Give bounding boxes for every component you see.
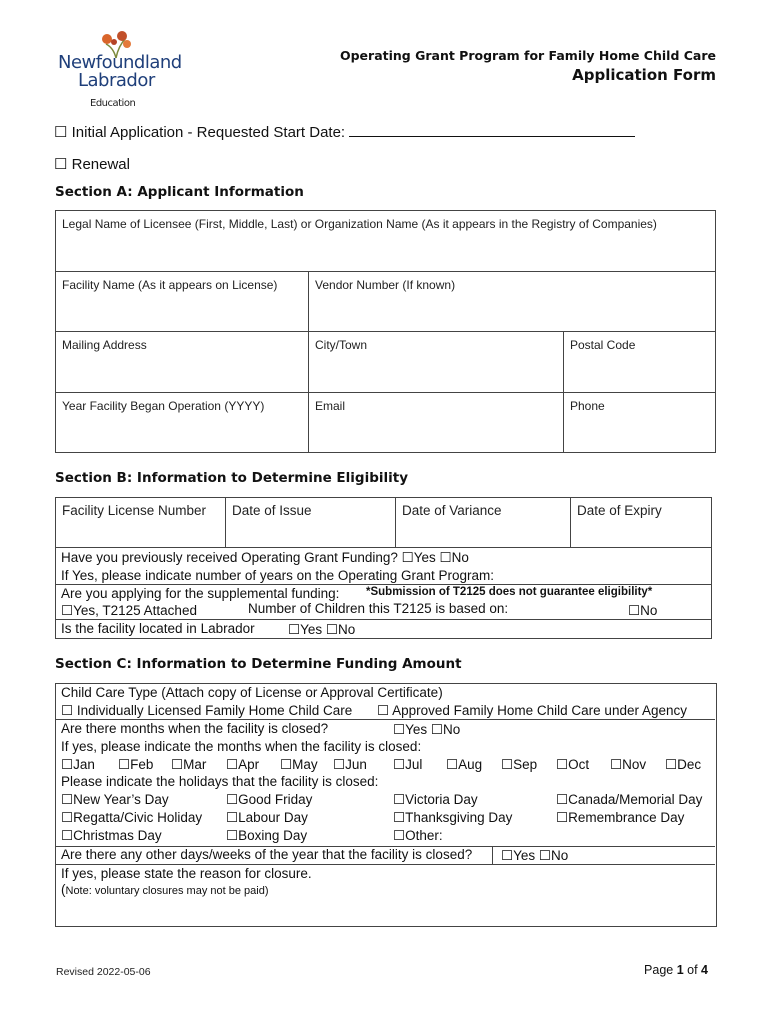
divider	[55, 864, 715, 865]
logo-line2: Labrador	[78, 70, 155, 91]
section-b-right-border	[711, 547, 712, 638]
holiday-labour-day[interactable]: ☐Labour Day	[226, 810, 308, 825]
other-days-options[interactable]: ☐Yes ☐No	[501, 848, 569, 863]
month-mar[interactable]: ☐Mar	[171, 757, 207, 772]
care-type-label: Child Care Type (Attach copy of License or Approval Certificate)	[61, 685, 443, 700]
facility-name-cell[interactable]	[56, 272, 309, 332]
note-text: Note: voluntary closures may not be paid)	[65, 885, 269, 897]
vendor-number-label: Vendor Number (If known)	[315, 278, 456, 292]
divider	[55, 619, 711, 620]
previous-funding-question[interactable]: Have you previously received Operating Grant Funding? ☐Yes ☐No	[61, 550, 469, 565]
month-oct[interactable]: ☐Oct	[556, 757, 590, 772]
month-feb[interactable]: ☐Feb	[118, 757, 154, 772]
holiday-canada-memorial[interactable]: ☐Canada/Memorial Day	[556, 792, 703, 807]
city-town-cell[interactable]	[309, 332, 564, 393]
email-label: Email	[315, 399, 346, 413]
individual-licensed-option[interactable]: ☐ Individually Licensed Family Home Child Care	[61, 703, 353, 718]
other-days-question: Are there any other days/weeks of the year that the facility is closed?	[61, 847, 473, 862]
divider-vertical	[492, 846, 493, 864]
logo-line1: Newfoundland	[58, 52, 182, 73]
reason-prompt: If yes, please state the reason for closure.	[61, 866, 312, 881]
date-variance-cell[interactable]	[396, 498, 571, 548]
holiday-remembrance[interactable]: ☐Remembrance Day	[556, 810, 685, 825]
vendor-number-cell[interactable]	[309, 272, 716, 332]
holiday-thanksgiving[interactable]: ☐Thanksgiving Day	[393, 810, 513, 825]
divider	[55, 719, 715, 720]
postal-code-cell[interactable]	[564, 332, 716, 393]
page-number: 1	[676, 963, 684, 977]
month-dec[interactable]: ☐Dec	[665, 757, 702, 772]
section-c-title: Section C: Information to Determine Funding Amount	[55, 656, 462, 672]
page-indicator	[644, 963, 708, 977]
phone-cell[interactable]	[564, 393, 716, 453]
years-question: If Yes, please indicate number of years on the Operating Grant Program:	[61, 568, 494, 583]
num-children-label: Number of Children this T2125 is based on:	[248, 601, 509, 616]
city-town-label: City/Town	[315, 338, 368, 352]
section-a-title: Section A: Applicant Information	[55, 184, 304, 200]
page-of: of	[683, 963, 702, 977]
date-expiry-cell[interactable]	[571, 498, 712, 548]
page-total: 4	[701, 963, 708, 977]
closed-months-question: Are there months when the facility is closed?	[61, 721, 329, 736]
month-jan[interactable]: ☐Jan	[61, 757, 95, 772]
section-b-left-border	[55, 547, 56, 638]
section-b-dates-table	[55, 497, 712, 548]
holiday-boxing-day[interactable]: ☐Boxing Day	[226, 828, 308, 843]
month-nov[interactable]: ☐Nov	[610, 757, 647, 772]
t2125-note: *Submission of T2125 does not guarantee eligibility*	[366, 586, 653, 598]
license-number-cell[interactable]	[56, 498, 226, 548]
divider	[55, 584, 711, 585]
legal-name-label: Legal Name of Licensee (First, Middle, Last) or Organization Name (As it appears in the Registry of Companies)	[62, 217, 657, 231]
start-date-field[interactable]	[349, 123, 635, 137]
year-began-label: Year Facility Began Operation (YYYY)	[62, 399, 265, 413]
labrador-question: Is the facility located in Labrador	[61, 621, 255, 636]
renewal-option[interactable]: ☐ Renewal	[54, 156, 130, 173]
email-cell[interactable]	[309, 393, 564, 453]
initial-application-row[interactable]	[54, 123, 635, 141]
holiday-new-years[interactable]: ☐New Year’s Day	[61, 792, 169, 807]
program-title: Operating Grant Program for Family Home Child Care	[339, 48, 716, 63]
date-issue-cell[interactable]	[226, 498, 396, 548]
yes-t2125-option[interactable]: ☐Yes, T2125 Attached	[61, 603, 197, 618]
holidays-prompt: Please indicate the holidays that the facility is closed:	[61, 774, 379, 789]
page-prefix: Page	[644, 963, 677, 977]
closure-reason-field[interactable]	[56, 884, 714, 924]
closed-months-options[interactable]: ☐Yes ☐No	[393, 722, 461, 737]
note-paren: (	[61, 882, 66, 897]
month-sep[interactable]: ☐Sep	[501, 757, 538, 772]
holiday-victoria-day[interactable]: ☐Victoria Day	[393, 792, 478, 807]
license-number-label: Facility License Number	[62, 503, 207, 518]
labrador-options[interactable]: ☐Yes ☐No	[288, 622, 356, 637]
section-a-table	[55, 210, 716, 453]
section-b-bottom-border	[55, 638, 712, 639]
holiday-christmas[interactable]: ☐Christmas Day	[61, 828, 162, 843]
month-jul[interactable]: ☐Jul	[393, 757, 423, 772]
form-title: Application Form	[572, 66, 716, 84]
date-issue-label: Date of Issue	[232, 503, 312, 518]
mailing-address-label: Mailing Address	[62, 338, 147, 352]
holiday-other[interactable]: ☐Other:	[393, 828, 443, 843]
month-jun[interactable]: ☐Jun	[333, 757, 367, 772]
initial-application-label: ☐ Initial Application - Requested Start Date:	[54, 124, 346, 141]
logo-line3: Education	[90, 98, 136, 109]
holiday-regatta[interactable]: ☐Regatta/Civic Holiday	[61, 810, 203, 825]
approved-agency-option[interactable]: ☐ Approved Family Home Child Care under Agency	[377, 703, 687, 718]
legal-name-cell[interactable]	[56, 211, 716, 272]
holiday-good-friday[interactable]: ☐Good Friday	[226, 792, 313, 807]
revised-date: Revised 2022-05-06	[56, 966, 151, 978]
postal-code-label: Postal Code	[570, 338, 636, 352]
year-began-cell[interactable]	[56, 393, 309, 453]
month-may[interactable]: ☐May	[280, 757, 318, 772]
newfoundland-labrador-logo	[52, 30, 182, 112]
mailing-address-cell[interactable]	[56, 332, 309, 393]
facility-name-label: Facility Name (As it appears on License)	[62, 278, 278, 292]
supplemental-question: Are you applying for the supplemental funding:	[61, 586, 340, 601]
phone-label: Phone	[570, 399, 605, 413]
section-b-title: Section B: Information to Determine Eligibility	[55, 470, 409, 486]
supplemental-no-option[interactable]: ☐No	[628, 603, 658, 618]
month-aug[interactable]: ☐Aug	[446, 757, 483, 772]
month-apr[interactable]: ☐Apr	[226, 757, 260, 772]
date-variance-label: Date of Variance	[402, 503, 502, 518]
date-expiry-label: Date of Expiry	[577, 503, 662, 518]
months-prompt: If yes, please indicate the months when the facility is closed:	[61, 739, 422, 754]
